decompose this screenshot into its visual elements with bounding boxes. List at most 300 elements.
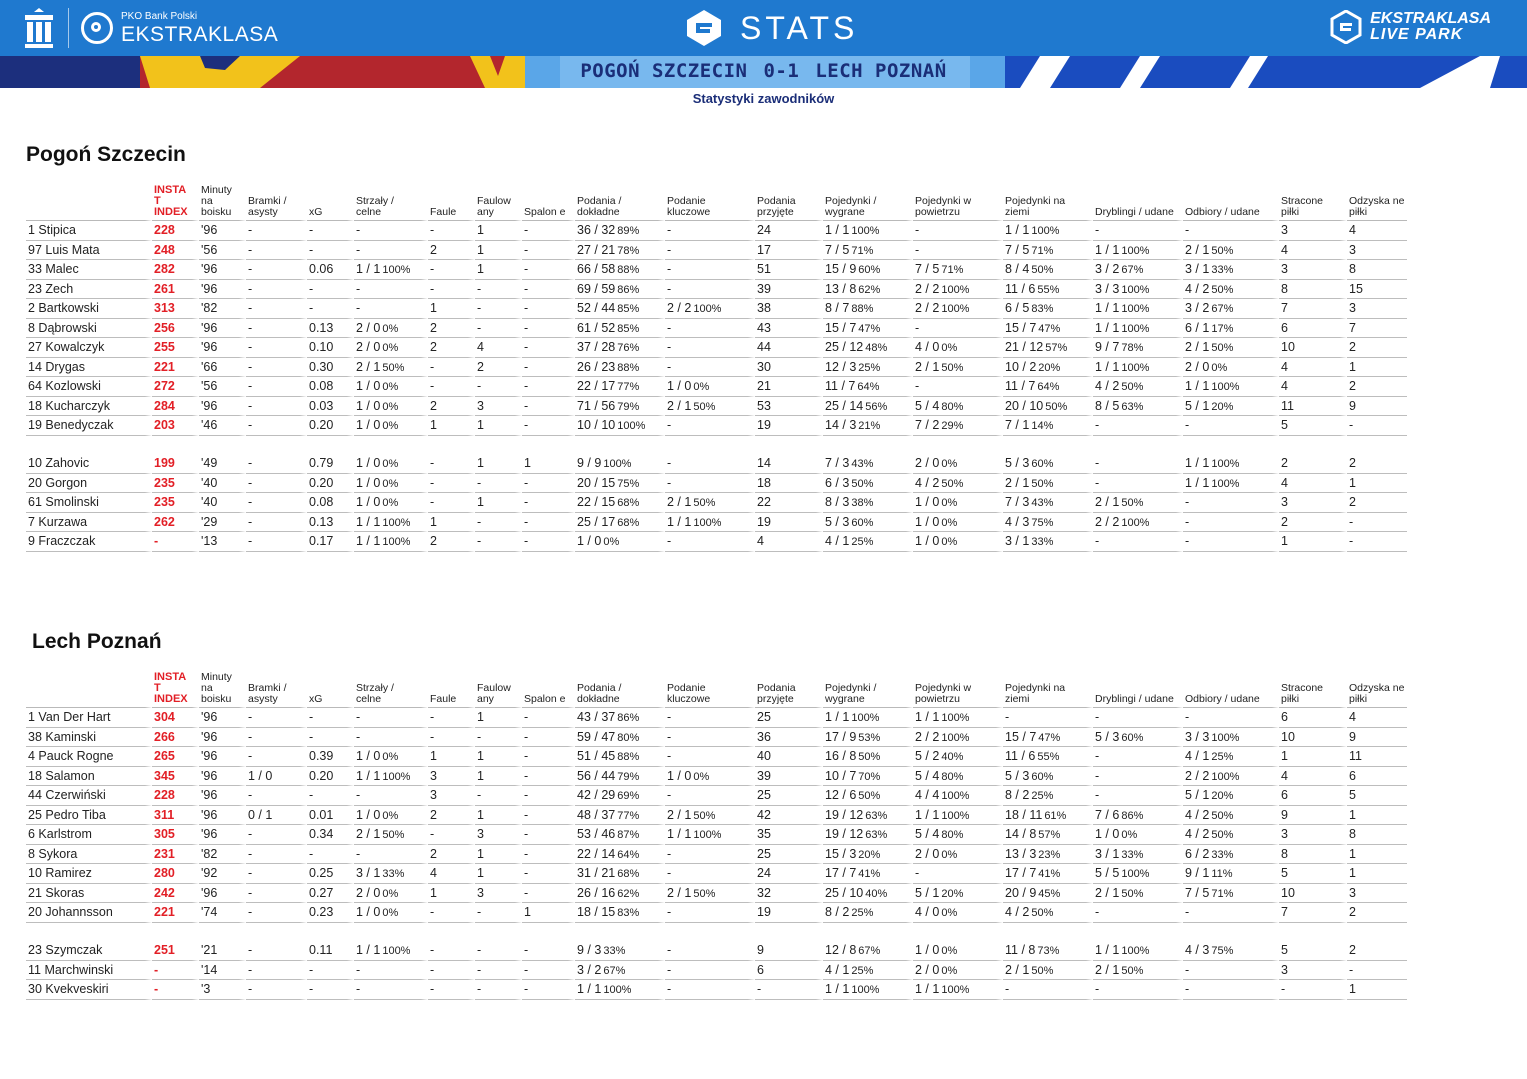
cell-passes-received: 14: [755, 454, 823, 474]
cell-lost-balls: 7: [1279, 903, 1347, 923]
cell-lost-balls: 7: [1279, 299, 1347, 319]
ekstraklasa-e-icon: [684, 8, 724, 48]
cell-passes-received: 32: [755, 884, 823, 904]
cell-value: 2 / 2: [915, 729, 940, 744]
cell-value: 1 / 0: [356, 905, 381, 920]
cell-percentage: 62%: [858, 283, 881, 296]
cell-value: 8 / 7: [825, 301, 850, 316]
cell-value: 5 / 1: [915, 885, 940, 900]
cell-value: 66 / 58: [577, 262, 616, 277]
cell-player-name: 1 Stipica: [26, 221, 152, 241]
cell-percentage: 100%: [693, 516, 722, 529]
cell-value: 11 / 6: [1005, 749, 1036, 764]
cell-minutes: '40: [199, 493, 246, 513]
cell-lost-balls: 8: [1279, 845, 1347, 865]
cell-minutes: '21: [199, 941, 246, 961]
cell-percentage: 100%: [941, 790, 970, 803]
column-header-duels: Pojedynki / wygrane: [823, 671, 913, 708]
cell-percentage: 0%: [382, 342, 399, 355]
cell-aerial-duels: -: [913, 241, 1003, 261]
cell-aerial-duels: [913, 474, 1003, 494]
cell-duels: [823, 980, 913, 1000]
cell-percentage: 41%: [1038, 868, 1061, 881]
cell-percentage: 48%: [865, 342, 888, 355]
cell-value: 7 / 5: [1185, 885, 1210, 900]
cell-key-passes: -: [665, 474, 755, 494]
cell-insta-index: -: [152, 980, 199, 1000]
column-header-ground-duels: Pojedynki na ziemi: [1003, 184, 1093, 221]
cell-value: 5 / 4: [915, 398, 940, 413]
cell-recovered-balls: 9: [1347, 728, 1407, 748]
cell-xg: -: [307, 280, 354, 300]
cell-percentage: 55%: [1037, 751, 1060, 764]
cell-ground-duels: [1003, 728, 1093, 748]
cell-minutes: '82: [199, 845, 246, 865]
cell-dribbles: [1093, 961, 1183, 981]
cell-ground-duels: [1003, 961, 1093, 981]
cell-percentage: 100%: [1121, 868, 1150, 881]
cell-insta-index: -: [152, 961, 199, 981]
table-row: [26, 786, 1407, 806]
cell-percentage: 45%: [1038, 887, 1061, 900]
cell-percentage: 33%: [382, 868, 405, 881]
cell-percentage: 20%: [1211, 790, 1234, 803]
cell-passes: [575, 474, 665, 494]
cell-value: 3 / 3: [1185, 729, 1210, 744]
cell-percentage: 100%: [1211, 477, 1240, 490]
cell-aerial-duels: [913, 806, 1003, 826]
cell-insta-index: 235: [152, 474, 199, 494]
cell-value: 1 / 1: [577, 982, 602, 997]
cell-offside: 1: [522, 454, 575, 474]
column-header-shots: Strzały / celne: [354, 671, 428, 708]
cell-recovered-balls: 1: [1347, 864, 1407, 884]
cell-ground-duels: [1003, 864, 1093, 884]
cell-fouled: 1: [475, 767, 522, 787]
cell-offside: -: [522, 884, 575, 904]
cell-percentage: 80%: [617, 731, 640, 744]
column-header-passes: Podania / dokładne: [575, 184, 665, 221]
cell-value: 12 / 8: [825, 943, 857, 958]
cell-xg: -: [307, 961, 354, 981]
cell-fouled: 2: [475, 358, 522, 378]
cell-shots: [354, 532, 428, 552]
cell-percentage: 0%: [382, 400, 399, 413]
cell-dribbles: [1093, 513, 1183, 533]
cell-fouled: 1: [475, 493, 522, 513]
cell-key-passes: -: [665, 532, 755, 552]
cell-passes-received: 51: [755, 260, 823, 280]
cell-shots: [354, 941, 428, 961]
cell-dribbles: [1093, 941, 1183, 961]
cell-goals-assists: -: [246, 903, 307, 923]
cell-value: 3 / 1: [1095, 846, 1120, 861]
column-header-xg: xG: [307, 671, 354, 708]
cell-value: 4 / 2: [1185, 827, 1210, 842]
cell-lost-balls: 3: [1279, 961, 1347, 981]
cell-fouls: 1: [428, 747, 475, 767]
cell-player-name: 20 Johannsson: [26, 903, 152, 923]
cell-key-passes: -: [665, 941, 755, 961]
cell-tackles: [1183, 280, 1279, 300]
cell-value: 6 / 3: [825, 475, 850, 490]
cell-value: 5 / 1: [1185, 788, 1210, 803]
cell-passes-received: 19: [755, 513, 823, 533]
cell-value: 1 / 1: [825, 223, 850, 238]
cell-passes: [575, 903, 665, 923]
cell-offside: -: [522, 825, 575, 845]
cell-offside: -: [522, 474, 575, 494]
cell-value: 69 / 59: [577, 281, 616, 296]
cell-insta-index: 231: [152, 845, 199, 865]
cell-value: 1 / 1: [1185, 379, 1210, 394]
cell-percentage: 0%: [382, 420, 399, 433]
cell-value: 4 / 2: [1185, 807, 1210, 822]
cell-value: 2 / 2: [1185, 768, 1210, 783]
cell-aerial-duels: [913, 728, 1003, 748]
cell-value: 1 / 0: [356, 418, 381, 433]
cell-percentage: 20%: [1038, 361, 1061, 374]
cell-tackles: [1183, 358, 1279, 378]
cell-percentage: 21%: [858, 420, 881, 433]
cell-value: 1 / 1: [915, 710, 940, 725]
cell-goals-assists: -: [246, 961, 307, 981]
cell-percentage: 50%: [1211, 283, 1234, 296]
cell-recovered-balls: 4: [1347, 708, 1407, 728]
cell-percentage: 0%: [941, 964, 958, 977]
cell-goals-assists: -: [246, 532, 307, 552]
cell-player-name: 9 Fraczczak: [26, 532, 152, 552]
player-stats-table-away: [26, 671, 1407, 1000]
cell-shots: [354, 454, 428, 474]
cell-xg: 0.13: [307, 319, 354, 339]
cell-fouled: -: [475, 474, 522, 494]
cell-percentage: 73%: [1037, 945, 1060, 958]
cell-xg: -: [307, 980, 354, 1000]
cell-minutes: '49: [199, 454, 246, 474]
cell-goals-assists: -: [246, 397, 307, 417]
cell-value: 3 / 2: [1095, 262, 1120, 277]
cell-percentage: 23%: [1038, 848, 1061, 861]
cell-insta-index: 256: [152, 319, 199, 339]
cell-percentage: 50%: [1031, 964, 1054, 977]
cell-value: 48 / 37: [577, 807, 616, 822]
cell-value: 1 / 1: [356, 514, 381, 529]
cell-key-passes: -: [665, 260, 755, 280]
cell-fouls: 1: [428, 513, 475, 533]
cell-value: 2 / 1: [1095, 495, 1120, 510]
cell-player-name: 1 Van Der Hart: [26, 708, 152, 728]
cell-xg: 0.27: [307, 884, 354, 904]
cell-value: 25 / 12: [825, 340, 864, 355]
cell-aerial-duels: [913, 299, 1003, 319]
cell-tackles: [1183, 767, 1279, 787]
table-row: [26, 454, 1407, 474]
table-row: [26, 767, 1407, 787]
cell-duels: [823, 532, 913, 552]
cell-insta-index: 248: [152, 241, 199, 261]
cell-xg: 0.30: [307, 358, 354, 378]
cell-goals-assists: -: [246, 941, 307, 961]
cell-recovered-balls: 15: [1347, 280, 1407, 300]
cell-shots: [354, 319, 428, 339]
cell-xg: 0.10: [307, 338, 354, 358]
cell-tackles: [1183, 299, 1279, 319]
cell-aerial-duels: [913, 884, 1003, 904]
cell-xg: -: [307, 241, 354, 261]
cell-percentage: 78%: [617, 244, 640, 257]
cell-minutes: '96: [199, 338, 246, 358]
column-header-passes-received: Podania przyjęte: [755, 184, 823, 221]
cell-value: 5 / 3: [1005, 456, 1030, 471]
cell-percentage: 60%: [1031, 458, 1054, 471]
cell-percentage: 100%: [693, 829, 722, 842]
cell-passes: [575, 786, 665, 806]
cell-offside: -: [522, 338, 575, 358]
cell-aerial-duels: [913, 961, 1003, 981]
cell-passes: [575, 884, 665, 904]
cell-lost-balls: 2: [1279, 513, 1347, 533]
cell-recovered-balls: -: [1347, 961, 1407, 981]
cell-xg: 0.39: [307, 747, 354, 767]
cell-value: 17 / 7: [825, 866, 857, 881]
cell-value: 4 / 4: [915, 788, 940, 803]
cell-percentage: 50%: [1031, 907, 1054, 920]
cell-lost-balls: 1: [1279, 747, 1347, 767]
cell-goals-assists: -: [246, 416, 307, 436]
cell-percentage: 75%: [617, 477, 640, 490]
live-park-line2: LIVE PARK: [1370, 26, 1464, 43]
cell-fouled: -: [475, 903, 522, 923]
cell-percentage: 79%: [617, 770, 640, 783]
cell-passes: [575, 708, 665, 728]
cell-duels: [823, 903, 913, 923]
cell-passes: [575, 299, 665, 319]
cell-ground-duels: [1003, 747, 1093, 767]
cell-percentage: 64%: [857, 381, 880, 394]
cell-duels: [823, 864, 913, 884]
cell-value: 4 / 1: [825, 962, 850, 977]
cell-fouled: 3: [475, 825, 522, 845]
stats-brand: [684, 8, 858, 48]
cell-duels: [823, 513, 913, 533]
cell-percentage: 50%: [1211, 342, 1234, 355]
cell-aerial-duels: [913, 708, 1003, 728]
cell-shots: -: [354, 786, 428, 806]
cell-tackles: [1183, 806, 1279, 826]
cell-dribbles: [1093, 377, 1183, 397]
cell-ground-duels: [1003, 767, 1093, 787]
cell-passes-received: 24: [755, 864, 823, 884]
cell-fouled: 3: [475, 884, 522, 904]
cell-shots: [354, 806, 428, 826]
cell-percentage: 0%: [941, 848, 958, 861]
cell-goals-assists: -: [246, 493, 307, 513]
cell-player-name: 11 Marchwinski: [26, 961, 152, 981]
cell-passes-received: 17: [755, 241, 823, 261]
cell-percentage: 0%: [382, 458, 399, 471]
cell-percentage: 88%: [617, 264, 640, 277]
cell-value: 2 / 1: [1095, 885, 1120, 900]
cell-passes: [575, 358, 665, 378]
cell-aerial-duels: [913, 767, 1003, 787]
column-header-passes: Podania / dokładne: [575, 671, 665, 708]
cell-duels: [823, 845, 913, 865]
column-header-key-passes: Podanie kluczowe: [665, 671, 755, 708]
cell-shots: [354, 884, 428, 904]
cell-key-passes: -: [665, 845, 755, 865]
cell-shots: -: [354, 708, 428, 728]
home-team-name: POGOŃ SZCZECIN: [580, 60, 748, 82]
cell-recovered-balls: -: [1347, 513, 1407, 533]
cell-percentage: 61%: [1044, 809, 1067, 822]
cell-goals-assists: -: [246, 845, 307, 865]
cell-percentage: 77%: [617, 809, 640, 822]
cell-ground-duels: [1003, 884, 1093, 904]
cell-shots: [354, 864, 428, 884]
cell-percentage: 100%: [941, 283, 970, 296]
cell-value: 59 / 47: [577, 729, 616, 744]
table-row: [26, 532, 1407, 552]
cell-minutes: '96: [199, 260, 246, 280]
cell-offside: 1: [522, 903, 575, 923]
cell-goals-assists: -: [246, 474, 307, 494]
cell-goals-assists: -: [246, 280, 307, 300]
cell-recovered-balls: 2: [1347, 903, 1407, 923]
cell-offside: -: [522, 980, 575, 1000]
cell-insta-index: 221: [152, 903, 199, 923]
top-header-bar: [0, 0, 1527, 56]
cell-percentage: 0%: [382, 477, 399, 490]
cell-xg: 0.34: [307, 825, 354, 845]
cell-value: 1 / 0: [577, 534, 602, 549]
cell-value: 2 / 0: [915, 846, 940, 861]
cell-player-name: 20 Gorgon: [26, 474, 152, 494]
cell-ground-duels: [1003, 397, 1093, 417]
cell-player-name: 21 Skoras: [26, 884, 152, 904]
cell-passes: [575, 845, 665, 865]
cell-duels: [823, 747, 913, 767]
cell-player-name: 23 Zech: [26, 280, 152, 300]
cell-offside: -: [522, 786, 575, 806]
cell-value: 3 / 3: [1095, 281, 1120, 296]
cell-shots: [354, 513, 428, 533]
ekstraklasa-badge-icon: [81, 12, 113, 44]
cell-minutes: '96: [199, 806, 246, 826]
cell-xg: 0.20: [307, 474, 354, 494]
cell-key-passes: -: [665, 221, 755, 241]
cell-key-passes: -: [665, 786, 755, 806]
table-row: [26, 493, 1407, 513]
cell-shots: -: [354, 961, 428, 981]
column-header-fouled: Faulow any: [475, 184, 522, 221]
cell-percentage: 50%: [858, 751, 881, 764]
cell-offside: -: [522, 241, 575, 261]
cell-value: 18 / 11: [1005, 807, 1043, 822]
cell-value: 3 / 2: [577, 962, 602, 977]
cell-fouls: -: [428, 377, 475, 397]
cell-ground-duels: -: [1003, 708, 1093, 728]
cell-dribbles: -: [1093, 454, 1183, 474]
cell-fouled: 1: [475, 241, 522, 261]
cell-player-name: 18 Salamon: [26, 767, 152, 787]
cell-dribbles: -: [1093, 767, 1183, 787]
cell-value: 1 / 0: [356, 749, 381, 764]
cell-passes: [575, 767, 665, 787]
cell-percentage: 0%: [1121, 829, 1138, 842]
cell-insta-index: 282: [152, 260, 199, 280]
cell-value: 26 / 23: [577, 359, 616, 374]
cell-insta-index: 251: [152, 941, 199, 961]
cell-shots: [354, 358, 428, 378]
cell-fouled: 1: [475, 747, 522, 767]
cell-fouls: 2: [428, 241, 475, 261]
cell-dribbles: -: [1093, 474, 1183, 494]
cell-aerial-duels: [913, 532, 1003, 552]
cell-passes: [575, 941, 665, 961]
cell-player-name: 10 Ramirez: [26, 864, 152, 884]
cell-value: 2 / 2: [667, 301, 692, 316]
cell-passes-received: 35: [755, 825, 823, 845]
cell-percentage: 53%: [858, 731, 881, 744]
cell-aerial-duels: [913, 454, 1003, 474]
cell-lost-balls: 10: [1279, 728, 1347, 748]
cell-value: 1 / 0: [915, 495, 940, 510]
cell-key-passes: -: [665, 358, 755, 378]
cell-percentage: 0%: [382, 907, 399, 920]
cell-value: 53 / 46: [577, 827, 616, 842]
column-header-key-passes: Podanie kluczowe: [665, 184, 755, 221]
substitutes-separator: [26, 436, 1407, 455]
cell-fouls: -: [428, 980, 475, 1000]
cell-lost-balls: 5: [1279, 864, 1347, 884]
cell-recovered-balls: 1: [1347, 806, 1407, 826]
cell-ground-duels: [1003, 513, 1093, 533]
cell-passes-received: 25: [755, 845, 823, 865]
cell-offside: -: [522, 941, 575, 961]
column-header-insta-index: INSTA T INDEX: [152, 184, 199, 221]
cell-value: 2 / 0: [1185, 359, 1210, 374]
cell-duels: [823, 454, 913, 474]
cell-player-name: 18 Kucharczyk: [26, 397, 152, 417]
column-header-fouls: Faule: [428, 184, 475, 221]
cell-percentage: 25%: [851, 964, 874, 977]
cell-key-passes: [665, 513, 755, 533]
cell-percentage: 29%: [941, 420, 964, 433]
cell-fouled: 1: [475, 806, 522, 826]
cell-recovered-balls: 2: [1347, 454, 1407, 474]
cell-value: 19 / 12: [825, 827, 864, 842]
cell-lost-balls: 6: [1279, 786, 1347, 806]
league-brand: [22, 6, 278, 50]
cell-value: 14 / 8: [1005, 827, 1037, 842]
cell-goals-assists: -: [246, 786, 307, 806]
cell-key-passes: -: [665, 416, 755, 436]
cell-percentage: 0%: [1211, 361, 1228, 374]
cell-minutes: '96: [199, 397, 246, 417]
cell-aerial-duels: [913, 786, 1003, 806]
cell-xg: 0.17: [307, 532, 354, 552]
cell-fouled: 1: [475, 221, 522, 241]
cell-dribbles: [1093, 299, 1183, 319]
cell-passes: [575, 416, 665, 436]
cell-value: 9 / 7: [1095, 340, 1120, 355]
cell-offside: -: [522, 416, 575, 436]
cell-percentage: 56%: [865, 400, 888, 413]
cell-percentage: 69%: [617, 790, 640, 803]
cell-value: 8 / 3: [825, 495, 850, 510]
cell-passes-received: 36: [755, 728, 823, 748]
